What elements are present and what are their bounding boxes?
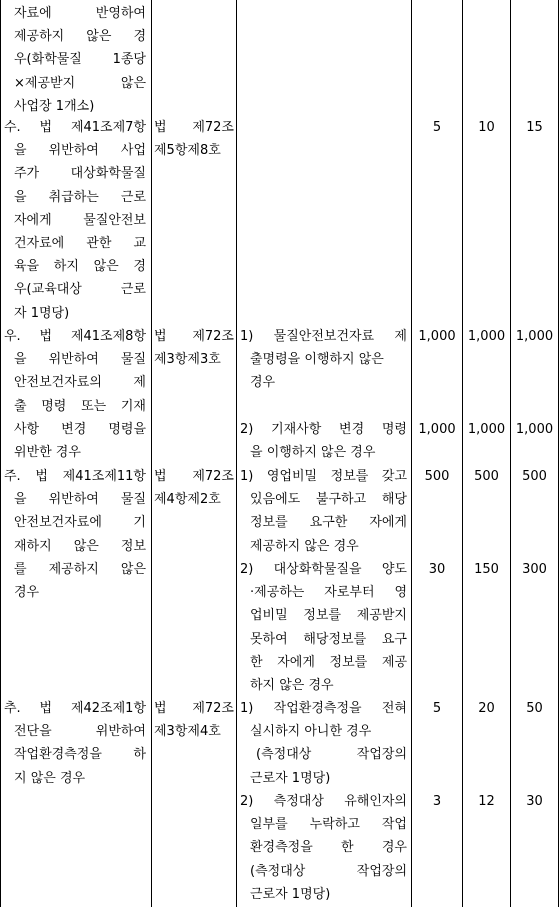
basis-cell xyxy=(154,325,234,371)
amount-2nd: 1,000 xyxy=(467,329,506,344)
violation-line: 자 1명당) xyxy=(14,305,70,321)
violation-line: 우. 법 제41조제8항 xyxy=(4,329,146,344)
violation-line: 자에게 물질안전보 xyxy=(14,212,146,228)
violation-line: 수. 법 제41조제7항 xyxy=(4,120,146,135)
violation-cell xyxy=(4,697,146,790)
amount-3rd: 50 xyxy=(526,701,543,716)
violation-cell xyxy=(4,2,146,118)
violation-line: 제공하지 않은 경 xyxy=(14,29,146,45)
amount-3rd: 15 xyxy=(526,120,543,135)
violation-cell xyxy=(4,325,146,464)
violation-line: 우(교육대상 근로 xyxy=(14,282,146,298)
subitem-line: 하지 않은 경우 xyxy=(250,677,334,693)
subitem-line: 있음에도 불구하고 해당 xyxy=(250,492,407,508)
amount-3rd: 1,000 xyxy=(515,422,554,437)
amount-3rd: 300 xyxy=(522,562,547,577)
violation-line: ×제공받지 않은 xyxy=(14,75,146,91)
subitem-cell xyxy=(240,558,407,697)
violation-line: 건자료에 관한 교 xyxy=(14,235,146,251)
amount-1st: 5 xyxy=(432,701,442,716)
amount-2nd: 10 xyxy=(478,120,495,135)
violation-line: 안전보건자료의 제 xyxy=(14,375,146,391)
violation-line: 주. 법 제41조제11항 xyxy=(4,469,146,484)
subitem-line: 업비밀 정보를 제공받지 xyxy=(250,608,407,624)
violation-line: 사항 변경 명령을 xyxy=(14,421,146,437)
basis-line: 제5항제8호 xyxy=(154,143,221,159)
subitem-line: 근로자 1명당) xyxy=(250,886,331,902)
basis-line: 법 제72조 xyxy=(154,701,234,716)
violation-line: 재하지 않은 정보 xyxy=(14,538,146,554)
grid-line xyxy=(0,0,1,907)
subitem-line: (측정대상 작업장의 xyxy=(250,863,407,879)
violation-line: 을 위반하여 물질 xyxy=(14,492,146,508)
violation-line: 을 위반하여 사업 xyxy=(14,143,146,159)
amount-3rd: 30 xyxy=(526,794,543,809)
amount-3rd: 500 xyxy=(522,469,547,484)
violation-line: 지 않은 경우 xyxy=(14,770,86,786)
violation-cell xyxy=(4,465,146,604)
basis-line: 제3항제3호 xyxy=(154,352,221,368)
subitem-line: 을 이행하지 않은 경우 xyxy=(250,445,376,461)
subitem-line: 1) 작업환경측정을 전혀 xyxy=(240,701,407,716)
basis-cell xyxy=(154,116,234,162)
subitem-line: (측정대상 작업장의 xyxy=(256,747,407,763)
subitem-cell xyxy=(240,790,407,906)
subitem-cell xyxy=(240,325,407,395)
violation-line: 사업장 1개소) xyxy=(14,98,95,114)
subitem-line: 1) 물질안전보건자료 제 xyxy=(240,329,407,344)
subitem-line: ·제공하는 자로부터 영 xyxy=(250,585,407,601)
subitem-cell xyxy=(240,465,407,558)
subitem-line: 일부를 누락하고 작업 xyxy=(250,817,407,833)
violation-line: 전단을 위반하여 xyxy=(14,724,146,740)
subitem-line: 2) 기재사항 변경 명령 xyxy=(240,422,407,437)
amount-1st: 30 xyxy=(428,562,446,577)
violation-line: 육을 하지 않은 경 xyxy=(14,259,146,275)
subitem-line: 출명령을 이행하지 않은 xyxy=(250,352,384,368)
basis-cell xyxy=(154,697,234,743)
violation-line: 작업환경측정을 하 xyxy=(14,747,146,763)
amount-2nd: 12 xyxy=(478,794,495,809)
violation-line: 을 위반하여 물질 xyxy=(14,352,146,368)
violation-line: 자료에 반영하여 xyxy=(14,6,146,21)
violation-line: 추. 법 제42조제1항 xyxy=(4,701,146,716)
violation-line: 주가 대상화학물질 xyxy=(14,166,146,182)
basis-line: 제4항제2호 xyxy=(154,492,221,508)
subitem-cell xyxy=(240,418,407,464)
amount-2nd: 1,000 xyxy=(467,422,506,437)
violation-line: 를 제공하지 않은 xyxy=(14,561,146,577)
subitem-line: 2) 대상화학물질을 양도 xyxy=(240,562,407,577)
subitem-line: 못하여 해당정보를 요구 xyxy=(250,631,407,647)
subitem-line: 한 자에게 정보를 제공 xyxy=(250,654,407,670)
subitem-line: 2) 측정대상 유해인자의 xyxy=(240,794,407,809)
amount-2nd: 150 xyxy=(474,562,499,577)
basis-line: 법 제72조 xyxy=(154,329,234,344)
basis-line: 제3항제4호 xyxy=(154,724,221,740)
violation-cell xyxy=(4,116,146,325)
amount-2nd: 20 xyxy=(478,701,495,716)
basis-line: 법 제72조 xyxy=(154,469,234,484)
violation-line: 출 명령 또는 기재 xyxy=(14,398,146,414)
amount-3rd: 1,000 xyxy=(515,329,554,344)
basis-cell xyxy=(154,465,234,511)
amount-1st: 5 xyxy=(432,120,442,135)
grid-line xyxy=(236,0,237,907)
subitem-line: 실시하지 아니한 경우 xyxy=(250,724,372,740)
violation-line: 우(화학물질 1종당 xyxy=(14,52,146,68)
amount-1st: 1,000 xyxy=(418,329,456,344)
subitem-cell xyxy=(240,697,407,790)
violation-line: 을 취급하는 근로 xyxy=(14,189,146,205)
subitem-line: 환경측정을 한 경우 xyxy=(250,840,407,856)
violation-line: 안전보건자료에 기 xyxy=(14,515,146,531)
subitem-line: 정보를 요구한 자에게 xyxy=(250,515,407,531)
amount-1st: 3 xyxy=(432,794,442,809)
amount-2nd: 500 xyxy=(474,469,499,484)
grid-line xyxy=(151,0,152,907)
basis-line: 법 제72조 xyxy=(154,120,234,135)
subitem-line: 1) 영업비밀 정보를 갖고 xyxy=(240,469,407,484)
violation-line: 위반한 경우 xyxy=(14,444,81,460)
subitem-line: 경우 xyxy=(250,375,276,391)
subitem-line: 제공하지 않은 경우 xyxy=(250,538,359,554)
amount-1st: 1,000 xyxy=(418,422,456,437)
subitem-line: 근로자 1명당) xyxy=(250,770,331,786)
amount-1st: 500 xyxy=(424,469,450,484)
violation-line: 경우 xyxy=(14,584,40,600)
